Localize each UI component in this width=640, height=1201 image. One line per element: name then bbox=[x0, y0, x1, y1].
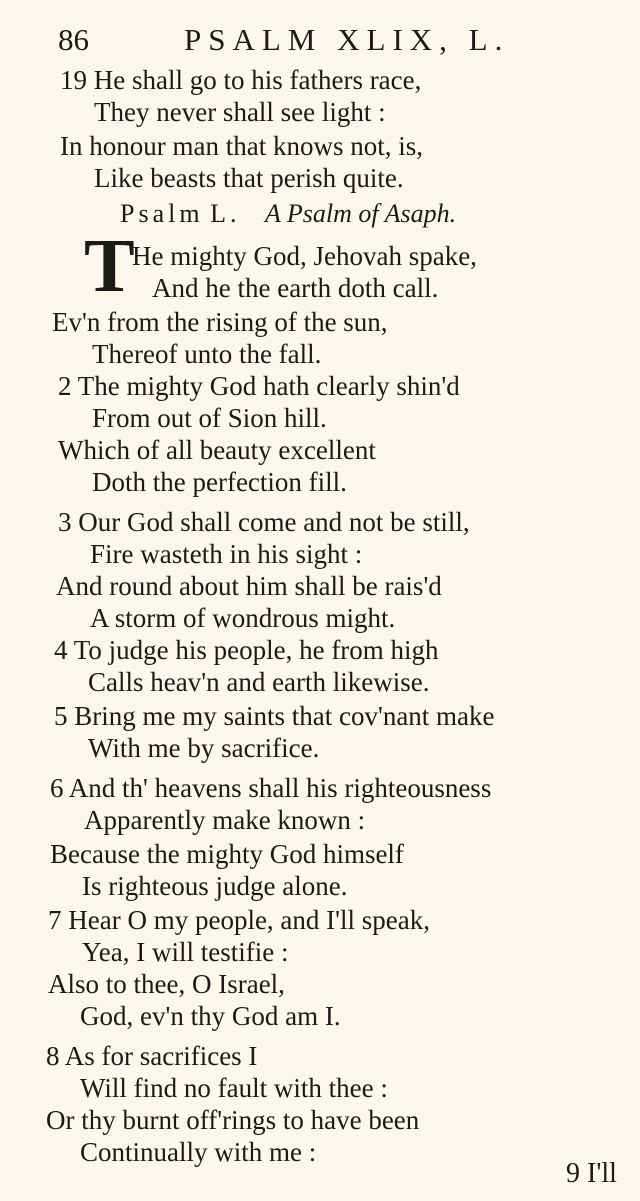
page-number: 86 bbox=[58, 22, 89, 57]
verse-line: 6 And th' heavens shall his righteousness bbox=[50, 773, 492, 803]
verse-line: Apparently make known : bbox=[84, 805, 366, 835]
page-title: PSALM XLIX, L. bbox=[184, 22, 510, 57]
verse-line: And he the earth doth call. bbox=[152, 273, 439, 303]
verse-line: Which of all beauty excellent bbox=[58, 435, 376, 465]
verse-line: Is righteous judge alone. bbox=[82, 871, 348, 901]
verse-line: In honour man that knows not, is, bbox=[60, 131, 423, 161]
verse-line: Because the mighty God himself bbox=[50, 839, 404, 869]
verse-line: Doth the perfection fill. bbox=[92, 467, 347, 497]
psalm-heading bbox=[120, 198, 456, 230]
verse-line: Will find no fault with thee : bbox=[80, 1073, 388, 1103]
verse-line: 2 The mighty God hath clearly shin'd bbox=[58, 371, 460, 401]
verse-line: 4 To judge his people, he from high bbox=[54, 635, 439, 665]
verse-line: And round about him shall be rais'd bbox=[56, 571, 442, 601]
verse-line: Yea, I will testifie : bbox=[82, 937, 289, 967]
catchword: 9 I'll bbox=[566, 1158, 617, 1189]
psalm-subtitle: A Psalm of Asaph. bbox=[264, 199, 457, 228]
verse-line: Also to thee, O Israel, bbox=[48, 969, 285, 999]
verse-line: Continually with me : bbox=[80, 1137, 317, 1167]
verse-line: 3 Our God shall come and not be still, bbox=[58, 507, 470, 537]
verse-line: From out of Sion hill. bbox=[92, 403, 327, 433]
verse-line: They never shall see light : bbox=[94, 97, 386, 127]
verse-line: He mighty God, Jehovah spake, bbox=[132, 241, 477, 271]
verse-line: 7 Hear O my people, and I'll speak, bbox=[48, 905, 430, 935]
verse-line: Or thy burnt off'rings to have been bbox=[46, 1105, 420, 1135]
verse-line: Like beasts that perish quite. bbox=[94, 163, 404, 193]
verse-line: God, ev'n thy God am I. bbox=[80, 1001, 341, 1031]
verse-line: Ev'n from the rising of the sun, bbox=[52, 307, 388, 337]
verse-line: 8 As for sacrifices I bbox=[46, 1041, 258, 1071]
verse-line: Calls heav'n and earth likewise. bbox=[88, 667, 430, 697]
verse-line: Thereof unto the fall. bbox=[92, 339, 322, 369]
psalm-number: L. bbox=[210, 199, 241, 228]
running-header bbox=[58, 22, 618, 58]
psalm-label: Psalm bbox=[120, 199, 204, 228]
verse-line: A storm of wondrous might. bbox=[90, 603, 396, 633]
verse-line: Fire wasteth in his sight : bbox=[90, 539, 363, 569]
drop-cap: T bbox=[84, 224, 135, 308]
verse-line: 5 Bring me my saints that cov'nant make bbox=[54, 701, 495, 731]
verse-line: With me by sacrifice. bbox=[88, 733, 320, 763]
verse-line: 19 He shall go to his fathers race, bbox=[60, 65, 422, 95]
